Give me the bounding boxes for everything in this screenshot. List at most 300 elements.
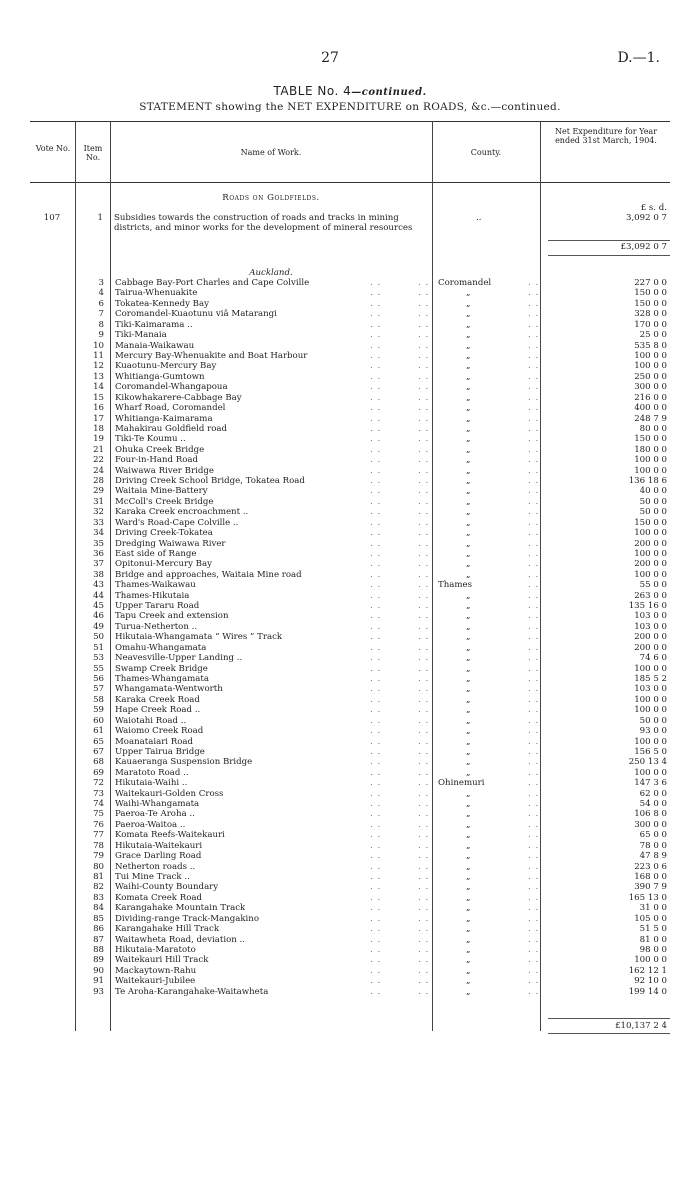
row-amount: 80 0 0 [639, 423, 667, 434]
row-county: „ [466, 288, 471, 299]
row-item-number: 44 [93, 590, 104, 601]
row-dots: . . [370, 955, 382, 966]
row-dots: . . [418, 382, 430, 393]
row-work-name: Tiki-Te Koumu .. [115, 434, 186, 445]
row-work-name: Waitawheta Road, deviation .. [115, 934, 245, 945]
row-amount: 100 0 0 [634, 705, 667, 716]
row-dots: . . [528, 913, 540, 924]
row-county: „ [466, 840, 471, 851]
row-amount: 40 0 0 [639, 486, 667, 497]
row-county: „ [466, 944, 471, 955]
row-item-number: 77 [93, 830, 104, 841]
row-dots: . . [528, 517, 540, 528]
row-dots: . . [528, 278, 540, 288]
row-dots: . . [370, 632, 382, 643]
row-work-name: McColl's Creek Bridge [115, 496, 214, 507]
row-dots: . . [418, 538, 430, 549]
row-dots: . . [418, 632, 430, 643]
row-county: „ [466, 340, 471, 351]
row-dots: . . [418, 830, 430, 841]
row-work-name: Kuaotunu-Mercury Bay [115, 361, 217, 372]
row-work-name: Waihi-Whangamata [115, 799, 200, 809]
row-work-name: Four-in-Hand Road [115, 455, 199, 466]
row-work-name: Maratoto Road .. [115, 767, 189, 778]
row-item-number: 83 [93, 892, 104, 903]
subsidy-amount: 3,092 0 7 [625, 213, 667, 223]
row-dots: . . [528, 590, 540, 601]
row-work-name: Manaia-Waikawau [115, 340, 195, 351]
row-dots: . . [370, 319, 382, 330]
row-item-number: 69 [93, 767, 104, 778]
row-amount: 50 0 0 [639, 715, 667, 726]
row-amount: 100 0 0 [634, 569, 667, 580]
row-dots: . . [528, 444, 540, 455]
row-dots: . . [418, 486, 430, 497]
section-heading: Roads on Goldfields. [222, 193, 320, 203]
row-dots: . . [418, 955, 430, 966]
row-item-number: 75 [93, 809, 104, 820]
row-item-number: 73 [93, 788, 104, 799]
row-dots: . . [418, 278, 430, 288]
row-work-name: Mackaytown-Rahu [115, 965, 197, 976]
county-dots: .. [476, 213, 482, 223]
row-dots: . . [370, 403, 382, 413]
row-amount: 100 0 0 [634, 736, 667, 747]
row-work-name: Dividing-range Track-Mangakino [115, 913, 259, 924]
row-amount: 400 0 0 [634, 403, 667, 413]
row-item-number: 61 [93, 726, 104, 737]
row-dots: . . [528, 403, 540, 413]
row-county: „ [466, 705, 471, 716]
row-county: „ [466, 298, 471, 309]
row-work-name: Thames-Waikawau [115, 580, 196, 591]
row-amount: 100 0 0 [634, 955, 667, 966]
row-county: „ [466, 371, 471, 382]
row-dots: . . [418, 715, 430, 726]
row-amount: 135 16 0 [628, 601, 667, 611]
row-work-name: Hikutaia-Whangamata “ Wires ” Track [115, 632, 283, 643]
row-amount: 200 0 0 [634, 632, 667, 643]
row-dots: . . [370, 455, 382, 466]
row-dots: . . [418, 934, 430, 945]
row-work-name: Komata Reefs-Waitekauri [115, 830, 225, 841]
row-item-number: 9 [98, 330, 104, 341]
row-dots: . . [528, 653, 540, 664]
row-dots: . . [528, 486, 540, 497]
row-work-name: East side of Range [115, 548, 197, 559]
row-dots: . . [418, 319, 430, 330]
row-dots: . . [370, 965, 382, 976]
row-item-number: 93 [93, 986, 104, 997]
subtotal-rule [548, 240, 670, 241]
row-dots: . . [528, 455, 540, 466]
row-dots: . . [370, 757, 382, 768]
row-dots: . . [418, 976, 430, 987]
district-heading: Auckland. [249, 268, 293, 278]
row-dots: . . [418, 528, 430, 539]
row-dots: . . [370, 934, 382, 945]
row-county: „ [466, 851, 471, 862]
currency-header: £ s. d. [640, 203, 667, 213]
row-dots: . . [418, 778, 430, 789]
row-item-number: 29 [93, 486, 104, 497]
row-amount: 103 0 0 [634, 611, 667, 622]
row-amount: 300 0 0 [634, 382, 667, 393]
row-amount: 74 6 0 [639, 653, 667, 664]
row-county: „ [466, 903, 471, 914]
row-work-name: Komata Creek Road [115, 892, 203, 903]
row-dots: . . [370, 340, 382, 351]
row-work-name: Driving Creek School Bridge, Tokatea Road [115, 476, 305, 486]
row-work-name: Whangamata-Wentworth [115, 684, 223, 695]
row-dots: . . [528, 965, 540, 976]
row-dots: . . [528, 621, 540, 632]
row-dots: . . [528, 736, 540, 747]
row-dots: . . [418, 476, 430, 486]
row-county: „ [466, 746, 471, 757]
row-work-name: Karangahake Hill Track [115, 924, 220, 934]
row-amount: 150 0 0 [634, 434, 667, 445]
row-work-name: Waitekauri-Golden Cross [115, 788, 224, 799]
subsidy-description: Subsidies towards the construction of roads and tracks in mining districts, and minor works for the development of mineral resources [114, 213, 413, 233]
row-dots: . . [370, 903, 382, 914]
row-dots: . . [370, 861, 382, 872]
grand-total: £10,137 2 4 [615, 1021, 667, 1031]
row-dots: . . [370, 350, 382, 361]
document-reference: D.—1. [617, 50, 660, 66]
item-number: 1 [97, 213, 103, 223]
header-bottom-rule [30, 182, 670, 183]
row-item-number: 67 [93, 746, 104, 757]
vote-number: 107 [43, 213, 61, 223]
row-dots: . . [370, 871, 382, 882]
row-work-name: Hape Creek Road .. [115, 705, 201, 716]
row-dots: . . [370, 517, 382, 528]
row-dots: . . [370, 569, 382, 580]
row-dots: . . [370, 736, 382, 747]
row-dots: . . [528, 684, 540, 695]
row-dots: . . [528, 507, 540, 518]
row-work-name: Grace Darling Road [115, 851, 202, 862]
table-top-rule [30, 121, 670, 122]
row-dots: . . [418, 611, 430, 622]
row-dots: . . [528, 423, 540, 434]
row-amount: 150 0 0 [634, 298, 667, 309]
row-work-name: Waitekauri-Jubilee [115, 976, 196, 987]
row-dots: . . [528, 632, 540, 643]
row-dots: . . [370, 392, 382, 403]
row-county: „ [466, 476, 471, 486]
row-item-number: 31 [93, 496, 104, 507]
row-county: „ [466, 924, 471, 934]
row-dots: . . [528, 371, 540, 382]
row-dots: . . [418, 455, 430, 466]
row-work-name: Te Aroha-Karangahake-Waitawheta [115, 986, 269, 997]
row-dots: . . [418, 569, 430, 580]
row-dots: . . [528, 767, 540, 778]
row-dots: . . [370, 361, 382, 372]
row-work-name: Tairua-Whenuakite [115, 288, 198, 299]
row-dots: . . [528, 413, 540, 424]
subtotal-rule-bottom [548, 255, 670, 256]
row-dots: . . [370, 705, 382, 716]
row-dots: . . [418, 340, 430, 351]
row-amount: 165 13 0 [628, 892, 667, 903]
row-dots: . . [418, 965, 430, 976]
row-amount: 81 0 0 [639, 934, 667, 945]
row-amount: 390 7 9 [634, 882, 667, 893]
row-dots: . . [528, 309, 540, 320]
row-amount: 78 0 0 [639, 840, 667, 851]
row-item-number: 24 [93, 465, 104, 476]
row-item-number: 11 [93, 350, 104, 361]
row-county: „ [466, 861, 471, 872]
row-dots: . . [528, 861, 540, 872]
row-county: „ [466, 507, 471, 518]
row-dots: . . [370, 819, 382, 830]
row-dots: . . [370, 528, 382, 539]
row-work-name: Mercury Bay-Whenuakite and Boat Harbour [115, 350, 308, 361]
row-item-number: 72 [93, 778, 104, 789]
row-dots: . . [418, 288, 430, 299]
row-dots: . . [418, 851, 430, 862]
row-item-number: 6 [98, 298, 104, 309]
row-dots: . . [528, 840, 540, 851]
row-county: „ [466, 788, 471, 799]
row-dots: . . [370, 944, 382, 955]
subtotal-amount: £3,092 0 7 [620, 242, 667, 252]
row-county: „ [466, 361, 471, 372]
row-county: „ [466, 403, 471, 413]
row-amount: 100 0 0 [634, 455, 667, 466]
row-amount: 100 0 0 [634, 767, 667, 778]
row-amount: 200 0 0 [634, 559, 667, 570]
row-amount: 92 10 0 [634, 976, 667, 987]
row-dots: . . [370, 298, 382, 309]
row-dots: . . [418, 601, 430, 611]
row-amount: 328 0 0 [634, 309, 667, 320]
row-dots: . . [418, 642, 430, 653]
row-county: „ [466, 674, 471, 684]
row-dots: . . [418, 694, 430, 705]
row-dots: . . [418, 892, 430, 903]
row-item-number: 43 [93, 580, 104, 591]
row-amount: 170 0 0 [634, 319, 667, 330]
row-dots: . . [418, 371, 430, 382]
row-work-name: Ward's Road-Cape Colville .. [115, 517, 239, 528]
row-county: „ [466, 694, 471, 705]
row-work-name: Omahu-Whangamata [115, 642, 207, 653]
row-dots: . . [370, 653, 382, 664]
row-amount: 25 0 0 [639, 330, 667, 341]
row-dots: . . [418, 736, 430, 747]
row-county: „ [466, 517, 471, 528]
row-work-name: Paeroa-Te Aroha .. [115, 809, 195, 820]
row-county: „ [466, 892, 471, 903]
row-dots: . . [418, 559, 430, 570]
row-county: „ [466, 819, 471, 830]
row-dots: . . [370, 288, 382, 299]
row-dots: . . [418, 809, 430, 820]
row-amount: 106 8 0 [634, 809, 667, 820]
row-work-name: Waitekauri Hill Track [115, 955, 209, 966]
row-county: „ [466, 559, 471, 570]
header-vote: Vote No. [35, 144, 71, 153]
row-amount: 105 0 0 [634, 913, 667, 924]
row-dots: . . [528, 903, 540, 914]
row-dots: . . [418, 924, 430, 934]
row-dots: . . [528, 705, 540, 716]
row-dots: . . [528, 892, 540, 903]
row-amount: 54 0 0 [639, 799, 667, 809]
row-dots: . . [370, 382, 382, 393]
row-dots: . . [370, 642, 382, 653]
row-item-number: 55 [93, 663, 104, 674]
row-work-name: Hikutaia-Waitekauri [115, 840, 203, 851]
row-item-number: 45 [93, 601, 104, 611]
row-dots: . . [528, 986, 540, 997]
row-dots: . . [370, 444, 382, 455]
row-dots: . . [370, 840, 382, 851]
row-dots: . . [370, 684, 382, 695]
row-dots: . . [528, 298, 540, 309]
row-dots: . . [528, 976, 540, 987]
row-county: „ [466, 767, 471, 778]
row-amount: 50 0 0 [639, 507, 667, 518]
row-county: „ [466, 309, 471, 320]
row-dots: . . [370, 913, 382, 924]
row-amount: 248 7 9 [634, 413, 667, 424]
row-dots: . . [528, 955, 540, 966]
table-title-suffix: —continued. [351, 87, 427, 98]
row-dots: . . [418, 861, 430, 872]
row-dots: . . [370, 830, 382, 841]
row-item-number: 78 [93, 840, 104, 851]
row-dots: . . [370, 694, 382, 705]
row-item-number: 33 [93, 517, 104, 528]
row-dots: . . [528, 830, 540, 841]
row-county: „ [466, 955, 471, 966]
row-amount: 62 0 0 [639, 788, 667, 799]
row-dots: . . [528, 330, 540, 341]
column-rule [75, 121, 76, 1031]
row-amount: 100 0 0 [634, 361, 667, 372]
row-dots: . . [418, 663, 430, 674]
row-work-name: Neavesville-Upper Landing .. [115, 653, 243, 664]
row-amount: 216 0 0 [634, 392, 667, 403]
row-amount: 150 0 0 [634, 517, 667, 528]
row-dots: . . [418, 840, 430, 851]
row-dots: . . [528, 538, 540, 549]
row-work-name: Whitianga-Gumtown [115, 371, 205, 382]
row-item-number: 4 [98, 288, 104, 299]
row-dots: . . [528, 778, 540, 789]
row-dots: . . [370, 746, 382, 757]
row-dots: . . [418, 726, 430, 737]
row-work-name: Tui Mine Track .. [115, 871, 190, 882]
row-dots: . . [528, 340, 540, 351]
row-county: „ [466, 726, 471, 737]
row-county: „ [466, 653, 471, 664]
row-item-number: 50 [93, 632, 104, 643]
row-county: „ [466, 882, 471, 893]
row-dots: . . [528, 715, 540, 726]
header-item: Item No. [83, 144, 103, 162]
row-amount: 136 18 6 [628, 476, 667, 486]
row-county: Ohinemuri [438, 778, 485, 789]
row-work-name: Mahakirau Goldfield road [115, 423, 228, 434]
row-amount: 250 0 0 [634, 371, 667, 382]
row-county: „ [466, 684, 471, 695]
row-dots: . . [528, 569, 540, 580]
row-work-name: Wharf Road, Coromandel [115, 403, 226, 413]
row-item-number: 53 [93, 653, 104, 664]
row-dots: . . [418, 298, 430, 309]
row-county: „ [466, 548, 471, 559]
row-item-number: 89 [93, 955, 104, 966]
row-item-number: 59 [93, 705, 104, 716]
row-work-name: Waiomo Creek Road [115, 726, 204, 737]
row-dots: . . [418, 507, 430, 518]
row-dots: . . [370, 851, 382, 862]
row-item-number: 91 [93, 976, 104, 987]
row-dots: . . [370, 278, 382, 288]
row-dots: . . [418, 403, 430, 413]
row-dots: . . [370, 715, 382, 726]
row-county: „ [466, 528, 471, 539]
row-item-number: 15 [93, 392, 104, 403]
row-item-number: 16 [93, 403, 104, 413]
column-rule [110, 121, 111, 1031]
row-dots: . . [528, 496, 540, 507]
row-amount: 103 0 0 [634, 684, 667, 695]
table-title-main: TABLE No. 4 [273, 84, 352, 98]
row-item-number: 79 [93, 851, 104, 862]
row-work-name: Netherton roads .. [115, 861, 196, 872]
row-item-number: 90 [93, 965, 104, 976]
row-item-number: 22 [93, 455, 104, 466]
row-amount: 223 0 6 [634, 861, 667, 872]
row-item-number: 18 [93, 423, 104, 434]
row-work-name: Coromandel-Whangapoua [115, 382, 228, 393]
header-expenditure: Net Expenditure for Year ended 31st March, 1904. [554, 127, 658, 145]
row-county: „ [466, 986, 471, 997]
row-county: „ [466, 757, 471, 768]
row-work-name: Dredging Waiwawa River [115, 538, 226, 549]
row-county: „ [466, 621, 471, 632]
row-amount: 100 0 0 [634, 694, 667, 705]
row-work-name: Tapu Creek and extension [115, 611, 229, 622]
row-work-name: Waihi-County Boundary [115, 882, 219, 893]
row-dots: . . [528, 580, 540, 591]
row-county: „ [466, 330, 471, 341]
row-dots: . . [418, 330, 430, 341]
row-item-number: 13 [93, 371, 104, 382]
row-dots: . . [370, 423, 382, 434]
row-county: „ [466, 871, 471, 882]
row-dots: . . [528, 944, 540, 955]
row-dots: . . [528, 851, 540, 862]
row-amount: 31 0 0 [639, 903, 667, 914]
row-county: „ [466, 611, 471, 622]
row-dots: . . [418, 465, 430, 476]
header-county: County. [470, 148, 502, 157]
statement-heading: STATEMENT showing the NET EXPENDITURE on ROADS, &c.—continued. [139, 101, 561, 113]
row-work-name: Bridge and approaches, Waitaia Mine road [115, 569, 302, 580]
row-dots: . . [418, 903, 430, 914]
row-dots: . . [370, 590, 382, 601]
row-work-name: Whitianga-Kaimarama [115, 413, 213, 424]
